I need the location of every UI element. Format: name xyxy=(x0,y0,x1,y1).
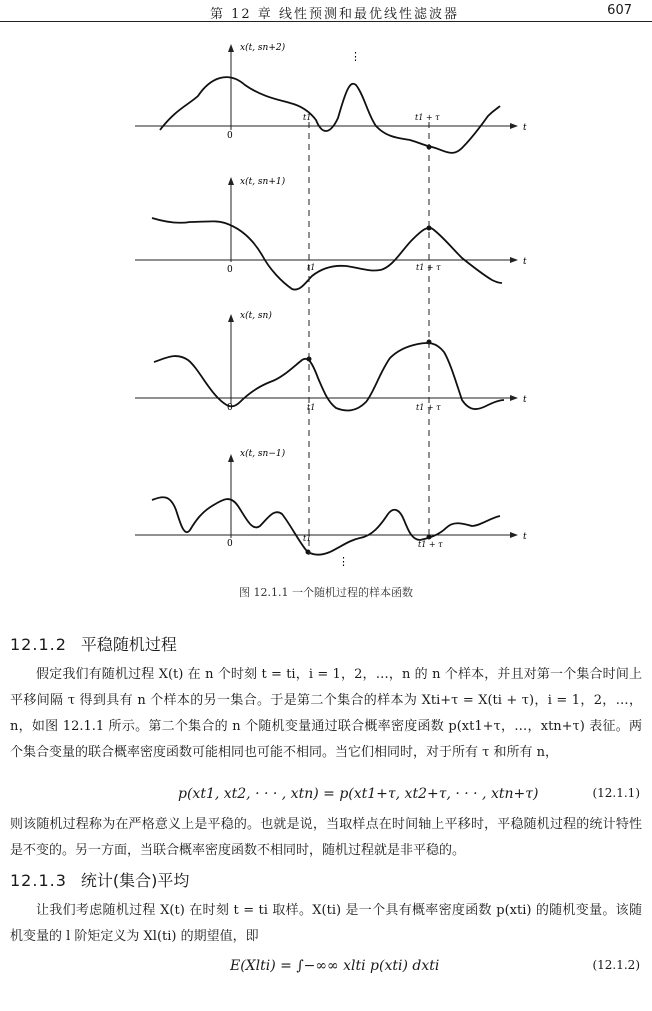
panel-1-origin-label: 0 xyxy=(227,131,233,141)
panel-3-y-label: x(t, sn) xyxy=(240,311,272,321)
panel-4-point-t1-tau xyxy=(427,535,432,540)
panel-4-t-label: t xyxy=(523,532,527,542)
panel-2-origin-label: 0 xyxy=(227,265,233,275)
panel-3-y-arrow xyxy=(228,314,234,322)
equation-body: p(xt1, xt2, · · · , xtn) = p(xt1+τ, xt2+τ, · · · , xtn+τ) xyxy=(178,786,539,802)
equation-number: (12.1.2) xyxy=(592,958,640,972)
panel-2-sample-curve xyxy=(152,218,502,290)
panel-2-t-arrow xyxy=(510,257,518,263)
panel-4-t1-tau-label: t1 + τ xyxy=(418,540,443,549)
section-number: 12.1.3 xyxy=(10,871,67,890)
equation-number: (12.1.1) xyxy=(592,786,640,800)
panel-1-y-label: x(t, sn+2) xyxy=(240,43,286,53)
panel-2-y-arrow xyxy=(228,177,234,185)
panel-3-t1-tau-label: t1 + τ xyxy=(416,403,441,412)
panel-1-sample-curve xyxy=(160,77,500,153)
panel-4-sample-curve xyxy=(152,497,500,555)
panel-4-origin-label: 0 xyxy=(227,539,233,549)
section-heading-12-1-3 xyxy=(10,868,189,891)
chapter-title: 第 12 章 线性预测和最优线性滤波器 xyxy=(210,7,459,22)
page-number: 607 xyxy=(607,3,632,18)
paragraph-stationary-2: 则该随机过程称为在严格意义上是平稳的。也就是说，当取样点在时间轴上平移时，平稳随机过程的统计特性是不变的。另一方面，当联合概率密度函数不相同时，随机过程就是非平稳的。 xyxy=(10,817,642,858)
panel-3 xyxy=(135,310,527,413)
panel-4-y-label: x(t, sn−1) xyxy=(240,449,286,459)
panel-4-point-t1 xyxy=(306,550,311,555)
panel-3-origin-label: 0 xyxy=(227,403,233,413)
section-title: 平稳随机过程 xyxy=(80,635,177,654)
panel-2 xyxy=(135,176,527,290)
paragraph-ensemble-average: 让我们考虑随机过程 X(t) 在时刻 t = ti 取样。X(ti) 是一个具有概率密度函数 p(xti) 的随机变量。该随机变量的 l 阶矩定义为 Xl(ti) 的期望值，即 xyxy=(10,903,642,944)
section-number: 12.1.2 xyxy=(10,635,67,654)
panel-1-t1-tau-label: t1 + τ xyxy=(415,113,440,122)
panel-3-sample-curve xyxy=(154,343,504,411)
panel-3-t-label: t xyxy=(523,395,527,405)
panel-3-t1-label: t1 xyxy=(307,403,316,412)
panel-1-t1-label: t1 xyxy=(303,113,312,122)
panel-2-y-label: x(t, sn+1) xyxy=(240,177,286,187)
section-title: 统计(集合)平均 xyxy=(80,871,190,890)
panel-2-t-label: t xyxy=(523,257,527,267)
panel-1-y-arrow xyxy=(228,44,234,52)
panel-3-t-arrow xyxy=(510,395,518,401)
panel-1-t-label: t xyxy=(523,123,527,133)
panel-1-t-arrow xyxy=(510,123,518,129)
panel-4-t-arrow xyxy=(510,532,518,538)
panel-4 xyxy=(135,448,527,568)
panel-1 xyxy=(135,42,527,153)
panel-1-continuation-dots: ⋮ xyxy=(350,50,361,63)
panel-4-y-arrow xyxy=(228,454,234,462)
paragraph-stationary-1: 假定我们有随机过程 X(t) 在 n 个时刻 t = ti，i = 1，2，…，n 的 n 个样本，并且对第一个集合时间上平移间隔 τ 得到具有 n 个样本的另一集合。于是第二个集合的样本为 Xti+τ = X(ti + τ)，i = 1，2，…，n，如图 12.1.1 所示。第二个集合的 n 个随机变量通过联合概率密度函数 p(xt1+τ，…，xtn+τ) 表征。两个集合变量的联合概率密度函数可能相同也可能不相同。当它们相同时，对于所有 τ 和所有 n， xyxy=(10,667,642,760)
sample-functions-figure xyxy=(0,28,652,578)
figure-caption: 图 12.1.1 一个随机过程的样本函数 xyxy=(239,586,413,599)
equation-body: E(Xlti) = ∫−∞∞ xlti p(xti) dxti xyxy=(230,958,440,974)
header-rule xyxy=(0,21,652,22)
panel-4-continuation-dots: ⋮ xyxy=(338,555,349,568)
section-heading-12-1-2 xyxy=(10,632,177,655)
panel-4-t1-label: t1 xyxy=(303,534,312,543)
panel-2-t1-tau-label: t1 + τ xyxy=(416,263,441,272)
panel-2-t1-label: t1 xyxy=(307,263,316,272)
page-header xyxy=(0,0,652,22)
